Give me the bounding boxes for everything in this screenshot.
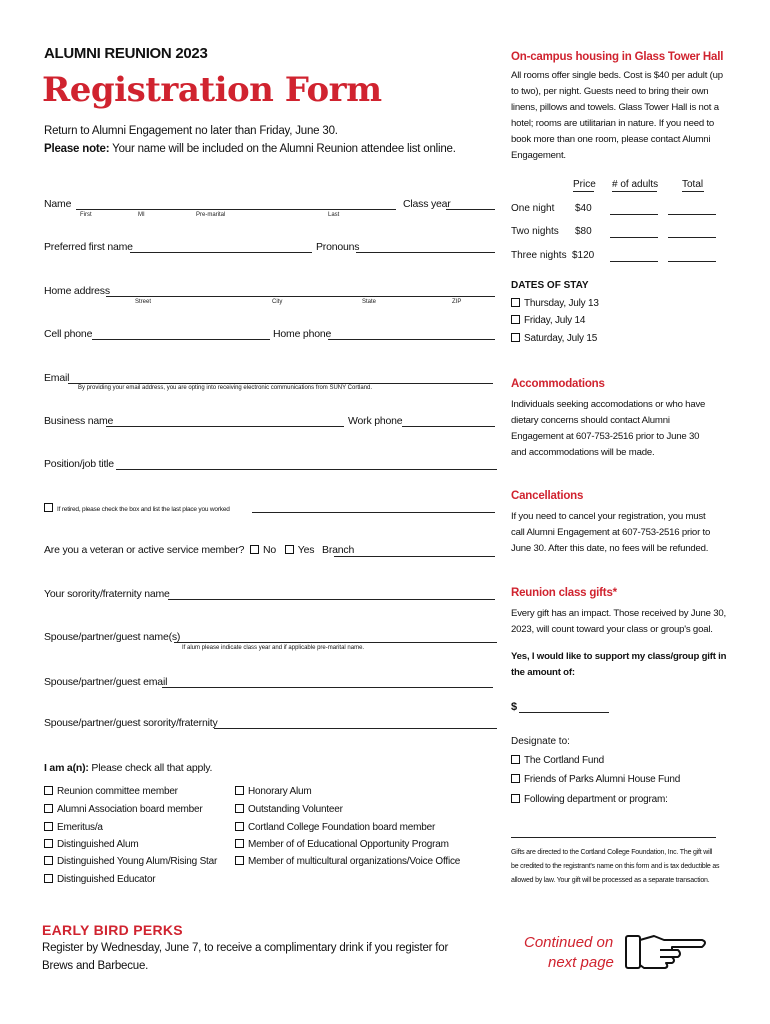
two-nights-price: $80 [575, 226, 592, 237]
spouse-names-label: Spouse/partner/guest name(s) [44, 631, 181, 643]
cell-phone-input[interactable] [92, 339, 270, 340]
early-bird-line1: Register by Wednesday, June 7, to receive a complimentary drink if you register for [42, 942, 449, 954]
name-label: Name [44, 198, 72, 210]
iam-option [44, 822, 103, 833]
iam-option [235, 856, 460, 867]
business-name-label: Business name [44, 415, 114, 427]
iam-option-label: Emeritus/a [57, 822, 103, 833]
iam-option [235, 804, 343, 815]
two-nights-label: Two nights [511, 226, 559, 237]
gift-amount-input[interactable] [519, 712, 609, 713]
continued-line1: Continued on [524, 934, 614, 951]
street-hint: Street [135, 299, 152, 305]
pointing-hand-icon [624, 930, 710, 974]
mi-hint: MI [138, 212, 145, 218]
note-label: Please note: [44, 143, 110, 155]
designate-option [511, 755, 604, 766]
three-nights-total-input[interactable] [668, 261, 716, 262]
sorority-input[interactable] [168, 599, 495, 600]
iam-option-label: Cortland College Foundation board member [248, 822, 436, 833]
iam-option-label: Distinguished Young Alum/Rising Star [57, 856, 218, 867]
one-night-label: One night [511, 203, 555, 214]
first-hint: First [80, 212, 92, 218]
premarital-hint: Pre-marital [196, 212, 226, 218]
zip-hint: ZIP [452, 299, 462, 305]
total-header: Total [682, 179, 704, 190]
event-name: ALUMNI REUNION 2023 [44, 45, 208, 62]
pronouns-input[interactable] [356, 252, 495, 253]
preferred-name-input[interactable] [130, 252, 312, 253]
date-label: Thursday, July 13 [524, 298, 599, 309]
iam-option [235, 839, 449, 850]
home-phone-label: Home phone [273, 328, 332, 340]
business-name-input[interactable] [106, 426, 344, 427]
designate-option [511, 794, 668, 805]
date-checkbox[interactable] [511, 315, 520, 324]
class-year-label: Class year [403, 198, 451, 210]
gift-dollar-sign: $ [511, 701, 518, 713]
early-bird-line2: Brews and Barbecue. [42, 960, 149, 972]
iam-option [44, 856, 217, 867]
spouse-email-input[interactable] [162, 687, 493, 688]
housing-text: All rooms offer single beds. Cost is $40 per adult (up to two), per night. Guests need to bring their own linens, pillows and towels. Glass Tower Hall is not a hotel; rooms are utilitarian in nature. If you need to book more than one room, please contact Alumni Engagement. [511, 70, 723, 161]
adults-underline [612, 191, 657, 192]
last-hint: Last [328, 212, 340, 218]
retired-label: If retired, please check the box and list the last place you worked [57, 506, 230, 513]
sorority-label: Your sorority/fraternity name [44, 588, 170, 600]
accommodations-title: Accommodations [511, 378, 605, 390]
designate-option [511, 774, 680, 785]
iam-option [235, 786, 312, 797]
continued-line2: next page [548, 954, 614, 971]
veteran-yes-label: Yes [297, 544, 315, 556]
position-input[interactable] [116, 469, 497, 470]
iam-option-label: Alumni Association board member [57, 804, 203, 815]
note-text: Your name will be included on the Alumni Reunion attendee list online. [112, 143, 456, 155]
note [44, 143, 456, 155]
cell-phone-label: Cell phone [44, 328, 93, 340]
email-note: By providing your email address, you are opting into receiving electronic communications from SUNY Cortland. [78, 385, 373, 391]
iam-option [44, 874, 155, 885]
iam-checkbox[interactable] [235, 804, 244, 813]
spouse-sorority-input[interactable] [214, 728, 497, 729]
veteran-no-label: No [263, 544, 277, 556]
iam-checkbox[interactable] [235, 856, 244, 865]
cancellations-text: If you need to cancel your registration, you must call Alumni Engagement at 607-753-2516 prior to June 30. After this date, no fees will be refunded. [511, 511, 711, 554]
three-nights-adults-input[interactable] [610, 261, 658, 262]
two-nights-total-input[interactable] [668, 237, 716, 238]
iam-option-label: Outstanding Volunteer [248, 804, 343, 815]
iam-label: I am a(n): [44, 762, 89, 774]
branch-input[interactable] [334, 556, 495, 557]
veteran-label: Are you a veteran or active service member? [44, 544, 245, 556]
department-input[interactable] [511, 837, 716, 838]
spouse-sorority-label: Spouse/partner/guest sorority/fraternity [44, 717, 218, 729]
branch-label: Branch [322, 544, 355, 556]
pronouns-label: Pronouns [316, 241, 360, 253]
iam-checkbox[interactable] [44, 822, 53, 831]
designate-checkbox[interactable] [511, 755, 520, 764]
state-hint: State [362, 299, 377, 305]
iam-option-label: Member of multicultural organizations/Voice Office [248, 856, 461, 867]
retired-checkbox[interactable] [44, 503, 53, 512]
iam-checkbox[interactable] [44, 874, 53, 883]
iam-option-label: Honorary Alum [248, 786, 312, 797]
date-option [511, 298, 599, 309]
retired-row [44, 503, 230, 513]
date-checkbox[interactable] [511, 298, 520, 307]
designate-label: Following department or program: [524, 794, 668, 805]
iam-option [44, 839, 138, 850]
return-deadline: Return to Alumni Engagement no later than Friday, June 30. [44, 125, 338, 137]
spouse-note: If alum please indicate class year and if applicable pre-marital name. [182, 645, 365, 651]
iam-checkbox[interactable] [44, 804, 53, 813]
date-option [511, 333, 597, 344]
two-nights-adults-input[interactable] [610, 237, 658, 238]
preferred-name-label: Preferred first name [44, 241, 133, 253]
gifts-footnote: Gifts are directed to the Cortland College Foundation, Inc. The gift will be credited to the registrant's name on this form and is tax deductible as allowed by law. Your gift will be processed as a separate transaction. [511, 849, 720, 884]
cancellations-title: Cancellations [511, 490, 584, 502]
price-header: Price [573, 179, 596, 190]
email-label: Email [44, 372, 70, 384]
home-address-label: Home address [44, 285, 110, 297]
one-night-price: $40 [575, 203, 592, 214]
iam-option-label: Member of of Educational Opportunity Program [248, 839, 449, 850]
iam-checkbox[interactable] [44, 856, 53, 865]
iam-option-label: Distinguished Alum [57, 839, 139, 850]
one-night-adults-input[interactable] [610, 214, 658, 215]
adults-header: # of adults [612, 179, 659, 190]
iam-hint: Please check all that apply. [91, 762, 213, 774]
one-night-total-input[interactable] [668, 214, 716, 215]
iam-option-label: Distinguished Educator [57, 874, 156, 885]
veteran-no-checkbox[interactable] [250, 545, 259, 554]
iam-option [235, 822, 435, 833]
home-phone-input[interactable] [328, 339, 495, 340]
veteran-row [44, 544, 354, 556]
iam-checkbox[interactable] [235, 839, 244, 848]
class-year-input[interactable] [446, 209, 495, 210]
iam-checkbox[interactable] [44, 786, 53, 795]
veteran-yes-checkbox[interactable] [285, 545, 294, 554]
iam-option [44, 786, 178, 797]
gifts-title: Reunion class gifts* [511, 587, 617, 599]
early-bird-title: EARLY BIRD PERKS [42, 922, 183, 938]
iam-option [44, 804, 203, 815]
designate-label: Friends of Parks Alumni House Fund [524, 774, 681, 785]
housing-title: On-campus housing in Glass Tower Hall [511, 51, 724, 63]
designate-checkbox[interactable] [511, 794, 520, 803]
date-option [511, 315, 585, 326]
gifts-text: Every gift has an impact. Those received by June 30, 2023, will count toward your class or group's goal. [511, 608, 726, 635]
work-phone-label: Work phone [348, 415, 403, 427]
total-underline [682, 191, 704, 192]
page-title: Registration Form [42, 70, 382, 110]
dates-title: DATES OF STAY [511, 280, 589, 291]
price-underline [573, 191, 594, 192]
city-hint: City [272, 299, 283, 305]
iam-checkbox[interactable] [44, 839, 53, 848]
iam-checkbox[interactable] [235, 786, 244, 795]
iam-heading [44, 762, 212, 774]
position-label: Position/job title [44, 458, 114, 470]
three-nights-price: $120 [572, 250, 595, 261]
home-address-input[interactable] [106, 296, 495, 297]
designate-checkbox[interactable] [511, 774, 520, 783]
iam-option-label: Reunion committee member [57, 786, 178, 797]
designate-label: Designate to: [511, 736, 570, 747]
designate-label: The Cortland Fund [524, 755, 604, 766]
spouse-email-label: Spouse/partner/guest email [44, 676, 168, 688]
date-label: Saturday, July 15 [524, 333, 598, 344]
accommodations-text: Individuals seeking accomodations or who have dietary concerns should contact Alumni Engagement at 607-753-2516 prior to June 30 and accommodations will be made. [511, 399, 706, 458]
three-nights-label: Three nights [511, 250, 567, 261]
spouse-names-input[interactable] [174, 642, 497, 643]
date-label: Friday, July 14 [524, 315, 586, 326]
date-checkbox[interactable] [511, 333, 520, 342]
gifts-support: Yes, I would like to support my class/group gift in the amount of: [511, 651, 727, 678]
work-phone-input[interactable] [402, 426, 495, 427]
name-input[interactable] [76, 209, 396, 210]
iam-checkbox[interactable] [235, 822, 244, 831]
retired-workplace-input[interactable] [252, 512, 495, 513]
email-input[interactable] [68, 383, 493, 384]
